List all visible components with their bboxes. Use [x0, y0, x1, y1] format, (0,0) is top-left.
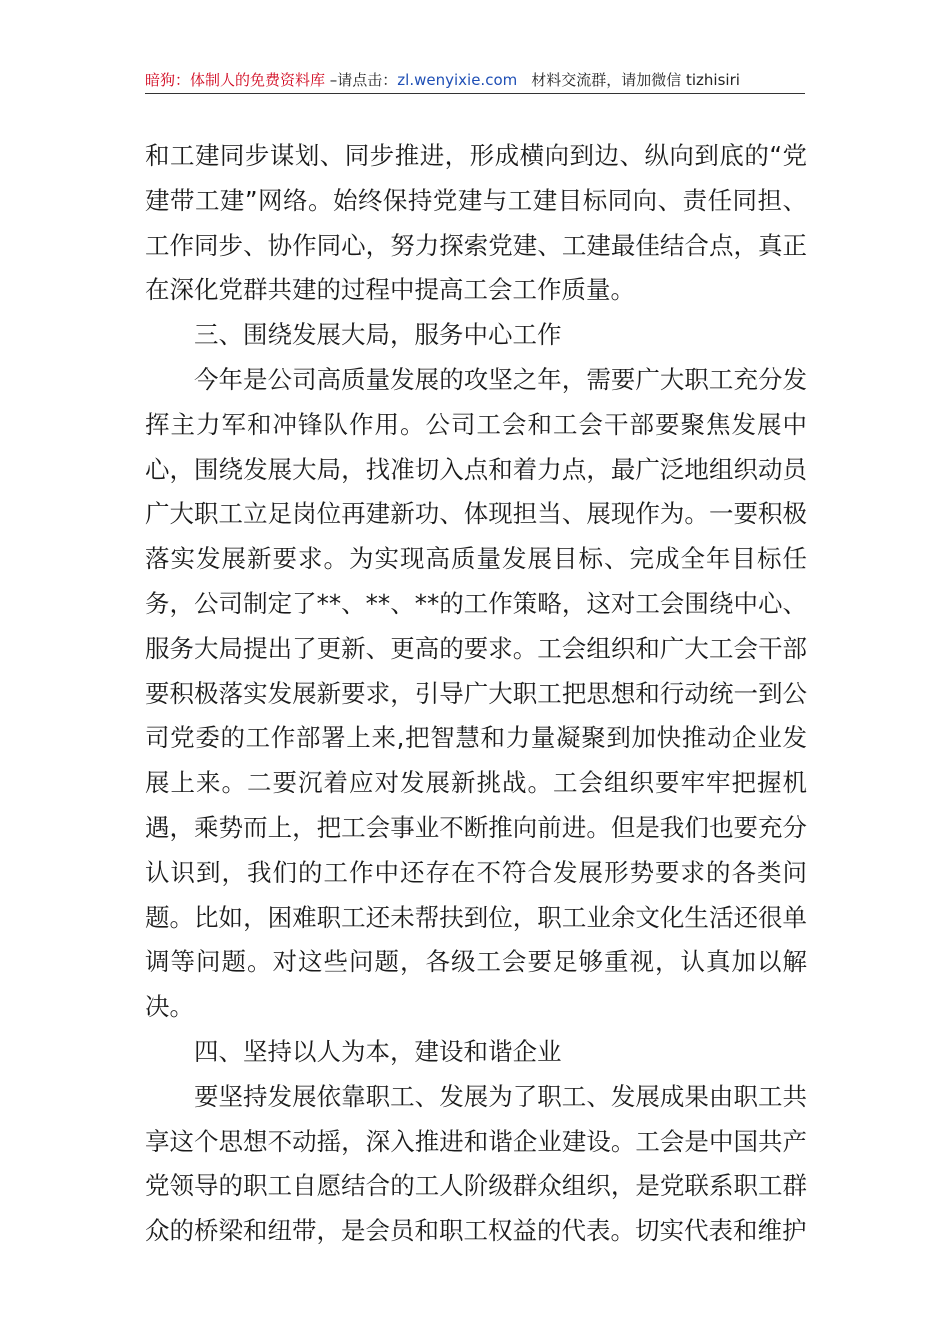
document-body [145, 134, 807, 1254]
page-header [145, 70, 805, 90]
header-note: 材料交流群，请加微信 tizhisiri [531, 71, 740, 89]
header-url-link[interactable]: zl.wenyixie.com [397, 71, 518, 89]
section-heading-4: 四、坚持以人为本，建设和谐企业 [194, 1036, 562, 1066]
header-divider [145, 93, 805, 94]
header-prompt: –请点击： [325, 71, 398, 89]
paragraph-continuation: 和工建同步谋划、同步推进，形成横向到边、纵向到底的“党建带工建”网络。始终保持党建与工建目标同向、责任同担、工作同步、协作同心，努力探索党建、工建最佳结合点，真正在深化党群共建的过程中提高工会工作质量。 [145, 141, 807, 305]
section-heading-3: 三、围绕发展大局，服务中心工作 [194, 320, 562, 350]
header-site-name: 暗狗：体制人的免费资料库 [145, 71, 326, 89]
paragraph-section-3: 今年是公司高质量发展的攻坚之年，需要广大职工充分发挥主力军和冲锋队作用。公司工会和工会干部要聚焦发展中心，围绕发展大局，找准切入点和着力点，最广泛地组织动员广大职工立足岗位再建新功、体现担当、展现作为。一要积极落实发展新要求。为实现高质量发展目标、完成全年目标任务，公司制定了**、**、**的工作策略，这对工会围绕中心、服务大局提出了更新、更高的要求。工会组织和广大工会干部要积极落实发展新要求，引导广大职工把思想和行动统一到公司党委的工作部署上来,把智慧和力量凝聚到加快推动企业发展上来。二要沉着应对发展新挑战。工会组织要牢牢把握机遇，乘势而上，把工会事业不断推向前进。但是我们也要充分认识到，我们的工作中还存在不符合发展形势要求的各类问题。比如，困难职工还未帮扶到位，职工业余文化生活还很单调等问题。对这些问题，各级工会要足够重视，认真加以解决。 [145, 364, 807, 1022]
paragraph-section-4: 要坚持发展依靠职工、发展为了职工、发展成果由职工共享这个思想不动摇，深入推进和谐企业建设。工会是中国共产党领导的职工自愿结合的工人阶级群众组织，是党联系职工群众的桥梁和纽带，是会员和职工权益的代表。切实代表和维护 [145, 1081, 807, 1246]
